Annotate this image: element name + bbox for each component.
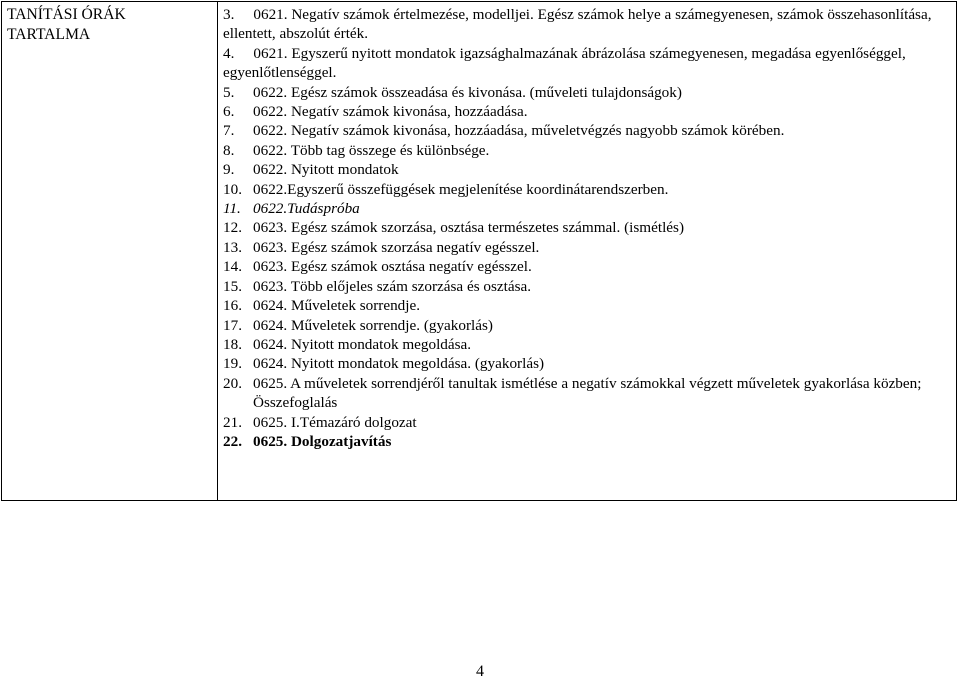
- lesson-text: 0621. Negatív számok értelmezése, modelljei. Egész számok helye a számegyenesen, számok összehasonlítása, ellentett, abszolút érték.: [223, 6, 932, 43]
- lesson-item: [223, 199, 956, 218]
- lesson-number: 12.: [223, 219, 242, 237]
- lesson-text: 0621. Egyszerű nyitott mondatok igazsághalmazának ábrázolása számegyenesen, megadása egyenlőséggel, egyenlőtlenséggel.: [223, 44, 906, 82]
- lesson-number: 4.: [223, 44, 235, 62]
- lesson-number: 20.: [223, 374, 242, 392]
- lesson-item: [223, 121, 956, 140]
- lesson-number: 19.: [223, 355, 242, 373]
- lesson-item: [223, 218, 956, 237]
- lesson-number: 11.: [223, 200, 241, 218]
- lesson-text: 0622.Tudáspróba: [253, 200, 360, 218]
- lesson-text: 0622. Negatív számok kivonása, hozzáadása, műveletvégzés nagyobb számok körében.: [253, 122, 785, 140]
- lesson-item: [223, 160, 956, 179]
- lesson-item: [223, 335, 956, 354]
- lesson-number: 13.: [223, 238, 242, 256]
- lesson-text: 0623. Több előjeles szám szorzása és osztása.: [253, 277, 532, 295]
- lesson-number: 17.: [223, 316, 242, 334]
- lesson-number: 22.: [223, 432, 242, 450]
- syllabus-table: [1, 1, 957, 501]
- lesson-item: [223, 432, 956, 451]
- lesson-number: 6.: [223, 103, 235, 121]
- header-cell: [2, 2, 218, 500]
- page-number: 4: [476, 663, 484, 680]
- lesson-number: 16.: [223, 297, 242, 315]
- lesson-item: [223, 102, 956, 121]
- lesson-text: 0622. Egész számok összeadása és kivonása. (műveleti tulajdonságok): [253, 83, 682, 101]
- header-label-line1: TANÍTÁSI ÓRÁK: [7, 6, 126, 23]
- lesson-number: 14.: [223, 258, 242, 276]
- lesson-number: 9.: [223, 161, 235, 179]
- lesson-item: [223, 354, 956, 373]
- lesson-number: 7.: [223, 122, 235, 140]
- lesson-text: 0622. Több tag összege és különbsége.: [253, 141, 490, 159]
- lesson-item: [223, 44, 956, 83]
- lesson-number: 3.: [223, 6, 235, 23]
- lesson-text: 0622. Negatív számok kivonása, hozzáadása.: [253, 103, 528, 121]
- lesson-text: 0623. Egész számok szorzása, osztása természetes számmal. (ismétlés): [253, 219, 684, 237]
- lesson-text: 0625. Dolgozatjavítás: [253, 432, 392, 450]
- lesson-number: 21.: [223, 413, 242, 431]
- lesson-text: 0623. Egész számok szorzása negatív egésszel.: [253, 238, 540, 256]
- lesson-item: [223, 316, 956, 335]
- lesson-number: 8.: [223, 141, 235, 159]
- lesson-item: [223, 238, 956, 257]
- lesson-item: [223, 83, 956, 102]
- header-label-line2: TARTALMA: [7, 26, 91, 43]
- lesson-text: 0622. Nyitott mondatok: [253, 161, 399, 179]
- lesson-number: 10.: [223, 180, 242, 198]
- lesson-item: [223, 5, 956, 44]
- lesson-number: 15.: [223, 277, 242, 295]
- lesson-text: 0624. Műveletek sorrendje.: [253, 297, 421, 315]
- lesson-text: 0624. Nyitott mondatok megoldása.: [253, 335, 472, 353]
- lesson-item: [223, 180, 956, 199]
- lesson-text: 0624. Műveletek sorrendje. (gyakorlás): [253, 316, 493, 334]
- lesson-text: 0625. I.Témazáró dolgozat: [253, 413, 417, 431]
- lesson-number: 5.: [223, 83, 235, 101]
- lesson-list: [218, 2, 956, 500]
- lesson-item: [223, 413, 956, 432]
- lesson-number: 18.: [223, 335, 242, 353]
- lesson-text: 0623. Egész számok osztása negatív egésszel.: [253, 258, 532, 276]
- lesson-item: [223, 257, 956, 276]
- lesson-text: 0624. Nyitott mondatok megoldása. (gyakorlás): [253, 355, 545, 373]
- lesson-item: [223, 141, 956, 160]
- lesson-text: 0625. A műveletek sorrendjéről tanultak ismétlése a negatív számokkal végzett műveletek gyakorlása közben; Összefoglalás: [253, 374, 922, 412]
- lesson-item: [223, 374, 956, 413]
- lesson-text: 0622.Egyszerű összefüggések megjelenítése koordinátarendszerben.: [253, 180, 669, 198]
- lesson-item: [223, 296, 956, 315]
- lesson-item: [223, 277, 956, 296]
